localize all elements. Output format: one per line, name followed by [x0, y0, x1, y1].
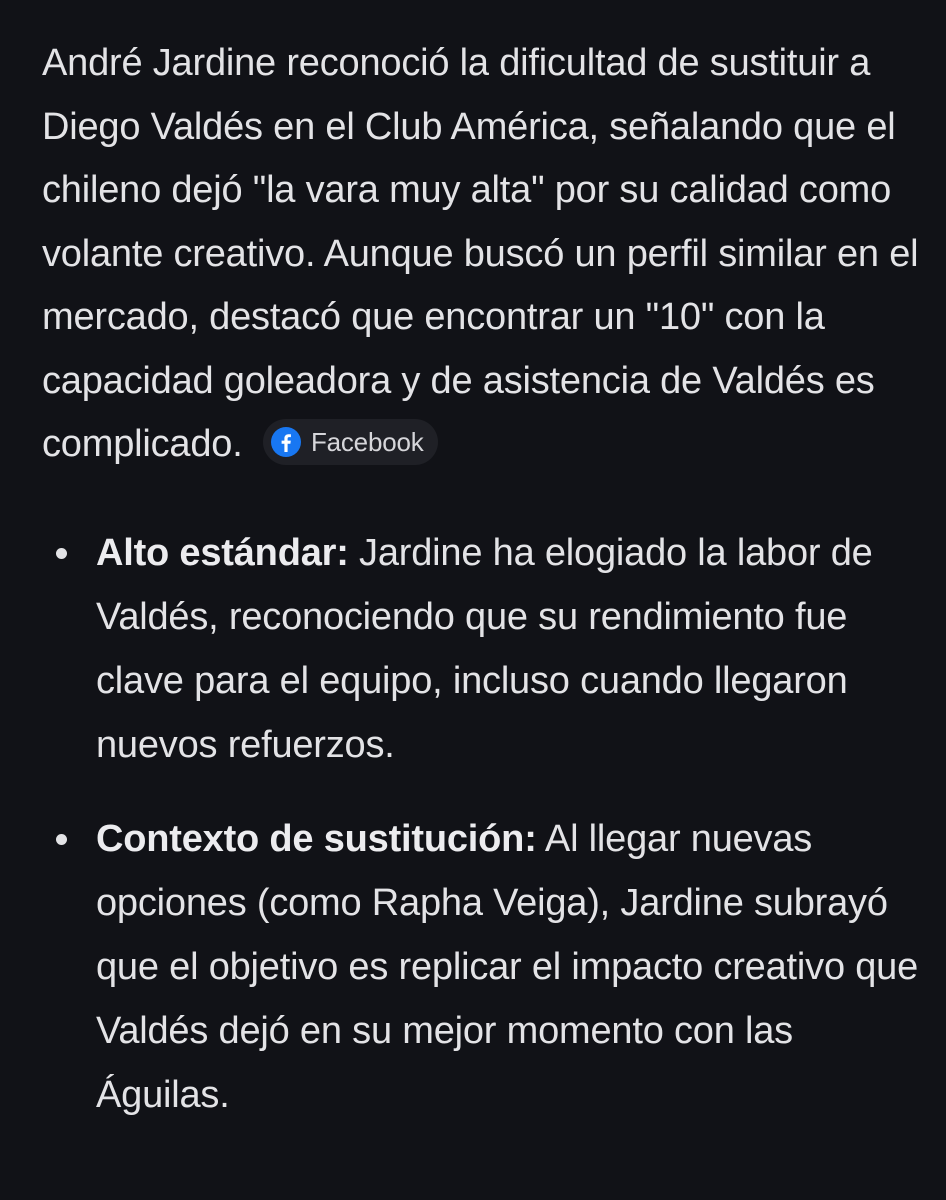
- list-item: [42, 807, 922, 1127]
- summary-text: André Jardine reconoció la dificultad de sustituir a Diego Valdés en el Club América, señalando que el chileno dejó "la vara muy alta" por su calidad como volante creativo. Aunque buscó un perfil similar en el mercado, destacó que encontrar un "10" con la capacidad goleadora y de asistencia de Valdés es complicado.: [42, 42, 919, 465]
- bullet-title: Contexto de sustitución:: [96, 817, 537, 860]
- response-content: [42, 32, 922, 1157]
- bullet-marker: [56, 548, 67, 559]
- bullet-list: [42, 521, 922, 1127]
- bullet-marker: [56, 834, 67, 845]
- bullet-title: Alto estándar:: [96, 531, 349, 574]
- source-chip-label: Facebook: [310, 426, 424, 457]
- bullet-text: Al llegar nuevas opciones (como Rapha Veiga), Jardine subrayó que el objetivo es replicar el impacto creativo que Valdés dejó en su mejor momento con las Águilas.: [96, 817, 919, 1116]
- summary-paragraph: [42, 32, 922, 477]
- facebook-icon: [271, 427, 301, 457]
- bullet-text: Jardine ha elogiado la labor de Valdés, reconociendo que su rendimiento fue clave para el equipo, incluso cuando llegaron nuevos refuerzos.: [96, 531, 873, 766]
- source-chip-facebook[interactable]: [263, 419, 438, 465]
- list-item: [42, 521, 922, 777]
